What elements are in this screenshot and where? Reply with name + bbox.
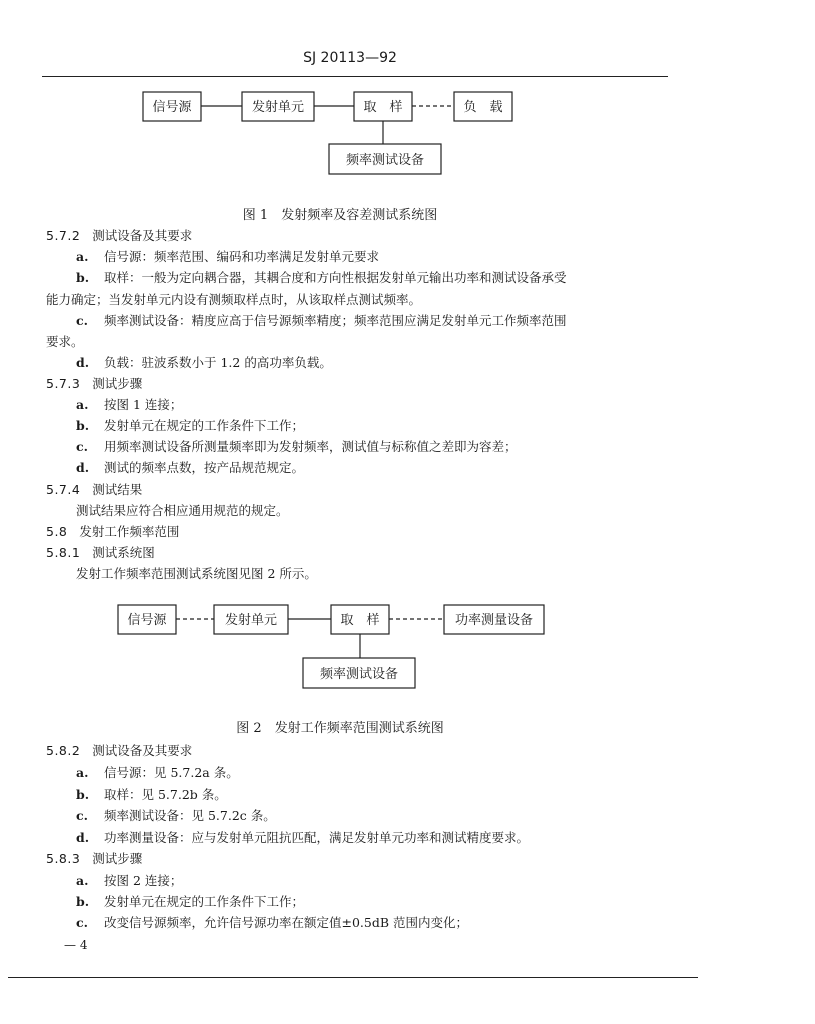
list-item-continuation: 能力确定；当发射单元内设有测频取样点时，从该取样点测试频率。 bbox=[46, 292, 422, 307]
section-5-7-3-heading bbox=[46, 374, 142, 392]
fig1-label-signal-source: 信号源 bbox=[152, 100, 192, 115]
section-5-8-3-heading bbox=[46, 849, 142, 867]
list-item: a. 按图 1 连接； bbox=[76, 397, 183, 412]
list-item: c. 频率测试设备：精度应高于信号源频率精度；频率范围应满足发射单元工作频率范围 bbox=[76, 313, 567, 328]
list-item-continuation: 要求。 bbox=[46, 334, 84, 349]
list-item: c. 用频率测试设备所测量频率即为发射频率，测试值与标称值之差即为容差； bbox=[76, 439, 517, 454]
section-5-8-2-heading bbox=[46, 741, 192, 759]
list-item: d. 测试的频率点数，按产品规范规定。 bbox=[76, 460, 305, 475]
section-number: 5.8 bbox=[46, 524, 68, 539]
section-title: 测试设备及其要求 bbox=[92, 743, 193, 758]
list-item: a. 信号源：频率范围、编码和功率满足发射单元要求 bbox=[76, 249, 380, 264]
fig2-label-transmitter: 发射单元 bbox=[224, 613, 278, 628]
section-title: 测试系统图 bbox=[92, 545, 155, 560]
list-item: b. 发射单元在规定的工作条件下工作； bbox=[76, 418, 305, 433]
list-item: b. 取样：见 5.7.2b 条。 bbox=[76, 787, 227, 802]
fig2-label-sampler: 取 样 bbox=[340, 613, 380, 628]
list-item: d. 功率测量设备：应与发射单元阻抗匹配，满足发射单元功率和测试精度要求。 bbox=[76, 830, 530, 845]
list-item: a. 按图 2 连接； bbox=[76, 873, 183, 888]
fig1-label-freq-test: 频率测试设备 bbox=[345, 153, 425, 168]
list-item: d. 负载：驻波系数小于 1.2 的高功率负载。 bbox=[76, 355, 332, 370]
list-item: a. 信号源：见 5.7.2a 条。 bbox=[76, 765, 239, 780]
footer-rule bbox=[8, 977, 698, 978]
section-title: 测试步骤 bbox=[92, 851, 143, 866]
section-5-8-1-heading bbox=[46, 543, 155, 561]
section-title: 测试结果 bbox=[92, 482, 143, 497]
fig2-label-power-meter: 功率测量设备 bbox=[454, 613, 534, 628]
fig1-label-load: 负 载 bbox=[463, 100, 503, 115]
page-number: — 4 bbox=[64, 938, 88, 952]
fig2-label-signal-source: 信号源 bbox=[127, 613, 167, 628]
list-item: b. 取样：一般为定向耦合器，其耦合度和方向性根据发射单元输出功率和测试设备承受 bbox=[76, 270, 567, 285]
section-title: 测试步骤 bbox=[92, 376, 143, 391]
fig1-label-transmitter: 发射单元 bbox=[251, 100, 305, 115]
list-item: c. 改变信号源频率，允许信号源功率在额定值±0.5dB 范围内变化； bbox=[76, 915, 469, 930]
section-number: 5.8.2 bbox=[46, 743, 81, 758]
header-rule bbox=[42, 76, 668, 77]
paragraph: 发射工作频率范围测试系统图见图 2 所示。 bbox=[76, 566, 317, 581]
section-5-8-heading bbox=[46, 522, 179, 540]
figure-1-diagram bbox=[0, 86, 700, 182]
figure-1-caption: 图 1 发射频率及容差测试系统图 bbox=[242, 208, 438, 223]
fig2-label-freq-test: 频率测试设备 bbox=[319, 667, 399, 682]
section-number: 5.7.3 bbox=[46, 376, 81, 391]
list-item: c. 频率测试设备：见 5.7.2c 条。 bbox=[76, 808, 276, 823]
section-number: 5.7.2 bbox=[46, 228, 81, 243]
section-title: 测试设备及其要求 bbox=[92, 228, 193, 243]
section-number: 5.7.4 bbox=[46, 482, 81, 497]
section-5-7-2-heading bbox=[46, 226, 192, 244]
figure-2-diagram bbox=[0, 600, 700, 696]
section-number: 5.8.1 bbox=[46, 545, 81, 560]
fig1-label-sampler: 取 样 bbox=[363, 100, 403, 115]
paragraph: 测试结果应符合相应通用规范的规定。 bbox=[76, 503, 289, 518]
section-number: 5.8.3 bbox=[46, 851, 81, 866]
section-5-7-4-heading bbox=[46, 480, 142, 498]
figure-2-caption: 图 2 发射工作频率范围测试系统图 bbox=[236, 721, 444, 736]
list-item: b. 发射单元在规定的工作条件下工作； bbox=[76, 894, 305, 909]
standard-number: SJ 20113—92 bbox=[303, 50, 397, 66]
section-title: 发射工作频率范围 bbox=[79, 524, 180, 539]
